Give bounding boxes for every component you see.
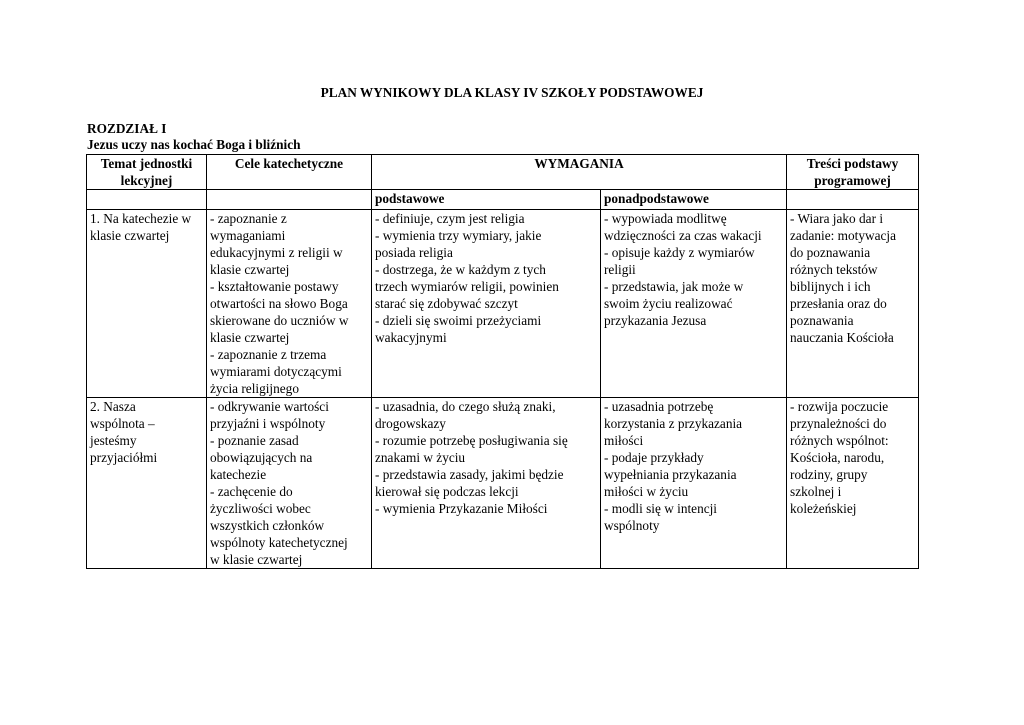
subheader-row [87, 190, 919, 210]
table-row [87, 398, 919, 569]
header-requirements: WYMAGANIA [372, 155, 787, 190]
requirements-table [86, 154, 919, 569]
cell-advanced: - wypowiada modlitwę wdzięczności za czas wakacji - opisuje każdy z wymiarów religii - przedstawia, jak może w swoim życiu realizować przykazania Jezusa [601, 210, 787, 398]
header-basic: podstawowe [372, 190, 601, 210]
cell-basic: - definiuje, czym jest religia - wymienia trzy wymiary, jakie posiada religia - dostrzega, że w każdym z tych trzech wymiarów religii, powinien starać się zdobywać szczyt - dzieli się swoimi przeżyciami wakacyjnymi [372, 210, 601, 398]
subheader-empty-topic [87, 190, 207, 210]
cell-basic: - uzasadnia, do czego służą znaki, drogowskazy - rozumie potrzebę posługiwania się znakami w życiu - przedstawia zasady, jakimi będzie kierował się podczas lekcji - wymienia Przykazanie Miłości [372, 398, 601, 569]
cell-advanced: - uzasadnia potrzebę korzystania z przykazania miłości - podaje przykłady wypełniania przykazania miłości w życiu - modli się w intencji wspólnoty [601, 398, 787, 569]
chapter-heading [87, 121, 301, 153]
cell-topic: 1. Na katechezie w klasie czwartej [87, 210, 207, 398]
cell-curriculum: - Wiara jako dar i zadanie: motywacja do poznawania różnych tekstów biblijnych i ich przesłania oraz do poznawania nauczania Kościoła [787, 210, 919, 398]
header-row [87, 155, 919, 190]
header-advanced: ponadpodstawowe [601, 190, 787, 210]
chapter-name: Jezus uczy nas kochać Boga i bliźnich [87, 137, 301, 152]
header-topic: Temat jednostki lekcyjnej [87, 155, 207, 190]
table-row [87, 210, 919, 398]
subheader-empty-curriculum [787, 190, 919, 210]
header-goals: Cele katechetyczne [207, 155, 372, 190]
cell-goals: - zapoznanie z wymaganiami edukacyjnymi z religii w klasie czwartej - kształtowanie postawy otwartości na słowo Boga skierowane do uczniów w klasie czwartej - zapoznanie z trzema wymiarami dotyczącymi życia religijnego [207, 210, 372, 398]
chapter-number: ROZDZIAŁ I [87, 121, 167, 136]
cell-goals: - odkrywanie wartości przyjaźni i wspólnoty - poznanie zasad obowiązujących na katechezie - zachęcenie do życzliwości wobec wszystkich członków wspólnoty katechetycznej w klasie czwartej [207, 398, 372, 569]
cell-topic: 2. Nasza wspólnota – jesteśmy przyjaciółmi [87, 398, 207, 569]
cell-curriculum: - rozwija poczucie przynależności do różnych wspólnot: Kościoła, narodu, rodziny, grupy szkolnej i koleżeńskiej [787, 398, 919, 569]
header-curriculum: Treści podstawy programowej [787, 155, 919, 190]
page-title: PLAN WYNIKOWY DLA KLASY IV SZKOŁY PODSTAWOWEJ [320, 85, 704, 100]
subheader-empty-goals [207, 190, 372, 210]
